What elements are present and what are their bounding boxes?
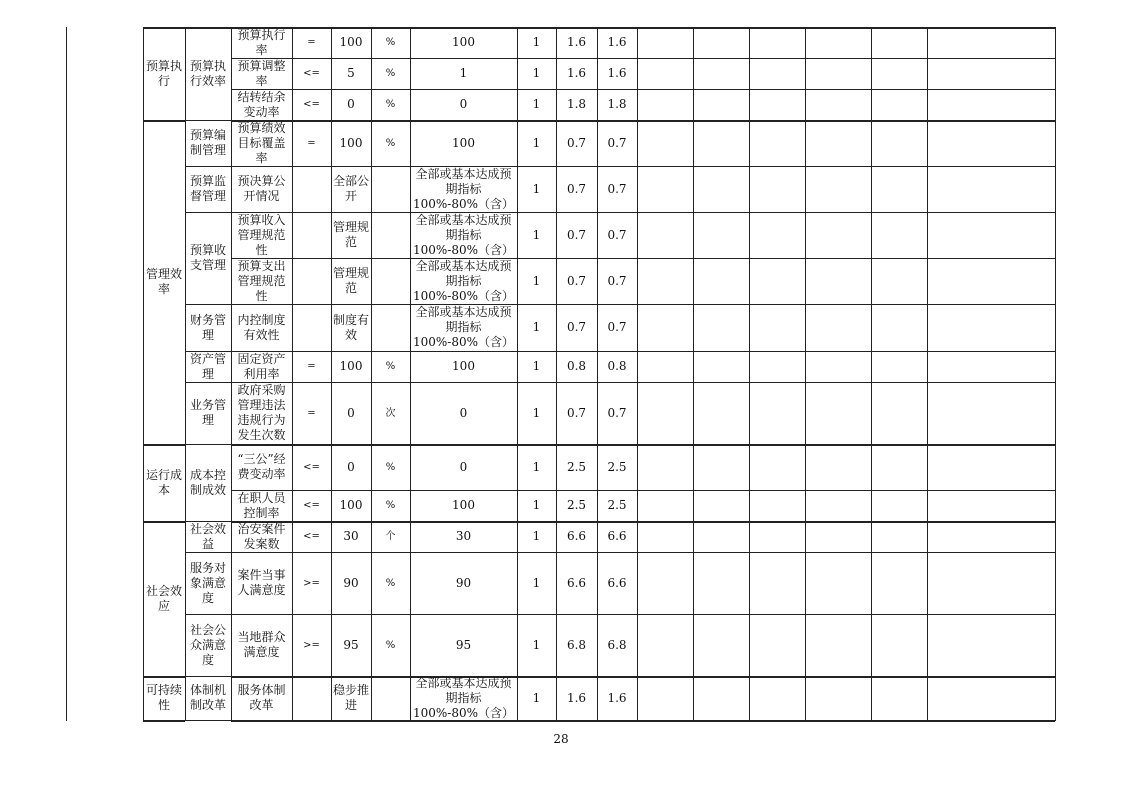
cell-actual-text: 100 <box>452 498 475 512</box>
level2-indicator-text: 成本控制成效 <box>189 467 226 497</box>
cell-score1 <box>556 490 597 521</box>
cell-score1 <box>556 676 597 720</box>
cell-actual <box>410 166 517 212</box>
cell-score1 <box>556 521 597 552</box>
cell-l3 <box>231 212 292 258</box>
level2-indicator <box>185 552 231 614</box>
cell-unit <box>371 676 410 720</box>
cell-score1 <box>556 552 597 614</box>
grid-vline <box>927 27 928 721</box>
cell-l3-text: 在职人员控制率 <box>237 490 286 520</box>
cell-score2-text: 1.6 <box>607 690 627 705</box>
cell-l3-text: 预决算公开情况 <box>237 174 286 203</box>
cell-l3 <box>231 351 292 382</box>
cell-score2 <box>597 351 637 382</box>
cell-score2 <box>597 382 637 444</box>
cell-sym-text: <= <box>303 531 320 542</box>
cell-score1 <box>556 304 597 351</box>
cell-sym <box>292 676 331 720</box>
cell-sym-text: = <box>307 137 316 149</box>
cell-unit-text: % <box>385 577 396 589</box>
cell-l3 <box>231 382 292 444</box>
cell-weight <box>517 351 556 382</box>
cell-unit-text: % <box>385 37 396 48</box>
grid-hline <box>185 720 231 721</box>
cell-sym <box>292 614 331 676</box>
level2-indicator-text: 社会效益 <box>189 521 226 551</box>
cell-actual <box>410 444 517 490</box>
cell-score1-text: 0.7 <box>566 135 587 150</box>
cell-score2-text: 0.7 <box>607 181 627 196</box>
cell-weight-text: 1 <box>532 135 541 150</box>
cell-score1 <box>556 27 597 58</box>
grid-vline <box>805 27 806 721</box>
cell-target <box>331 444 371 490</box>
cell-score1 <box>556 614 597 676</box>
cell-score1-text: 6.8 <box>566 637 587 652</box>
cell-weight-text: 1 <box>532 405 541 420</box>
cell-unit-text: % <box>385 99 396 110</box>
cell-target-text: 0 <box>347 405 355 420</box>
cell-score2-text: 2.5 <box>607 498 627 512</box>
cell-score1 <box>556 351 597 382</box>
cell-unit <box>371 552 410 614</box>
cell-sym <box>292 212 331 258</box>
level2-indicator-text: 预算执行效率 <box>189 58 226 88</box>
cell-score2 <box>597 552 637 614</box>
cell-unit <box>371 444 410 490</box>
level2-indicator <box>185 382 231 444</box>
cell-sym <box>292 490 331 521</box>
cell-unit <box>371 258 410 304</box>
cell-sym-text: >= <box>303 639 320 651</box>
cell-l3-text: 预算收入管理规范性 <box>237 212 286 257</box>
cell-score2 <box>597 27 637 58</box>
cell-sym <box>292 27 331 58</box>
cell-actual-text: 全部或基本达成预期指标 100%-80%（含） <box>412 676 515 720</box>
cell-target <box>331 521 371 552</box>
cell-sym-text: = <box>307 37 316 48</box>
cell-l3-text: 预算绩效目标覆盖率 <box>237 120 286 165</box>
cell-target <box>331 614 371 676</box>
cell-actual <box>410 351 517 382</box>
level2-indicator-text: 预算收支管理 <box>189 243 226 272</box>
cell-unit <box>371 614 410 676</box>
cell-l3-text: “三公”经费变动率 <box>237 452 286 481</box>
level1-indicator-text: 社会效应 <box>145 583 182 613</box>
cell-target <box>331 89 371 120</box>
cell-weight <box>517 212 556 258</box>
cell-actual <box>410 212 517 258</box>
cell-weight <box>517 304 556 351</box>
cell-score1 <box>556 89 597 120</box>
cell-actual <box>410 676 517 720</box>
level1-indicator <box>143 444 185 521</box>
grid-hline <box>231 720 1055 722</box>
cell-unit <box>371 120 410 166</box>
cell-weight-text: 1 <box>532 690 541 705</box>
cell-target <box>331 552 371 614</box>
cell-weight <box>517 676 556 720</box>
cell-score2 <box>597 490 637 521</box>
cell-actual <box>410 89 517 120</box>
cell-unit <box>371 89 410 120</box>
cell-l3 <box>231 676 292 720</box>
level2-indicator-text: 资产管理 <box>189 351 226 381</box>
cell-unit <box>371 58 410 89</box>
level2-indicator <box>185 351 231 382</box>
cell-actual <box>410 27 517 58</box>
cell-target-text: 管理规范 <box>333 266 370 295</box>
cell-score2-text: 1.6 <box>607 66 627 80</box>
cell-sym-text: = <box>307 407 316 419</box>
level2-indicator-text: 服务对象满意度 <box>189 560 226 605</box>
cell-l3-text: 当地群众满意度 <box>237 630 286 659</box>
cell-score2 <box>597 89 637 120</box>
cell-score1-text: 1.8 <box>566 97 587 111</box>
level2-indicator-text: 业务管理 <box>189 398 226 427</box>
cell-actual <box>410 120 517 166</box>
cell-actual <box>410 521 517 552</box>
cell-actual-text: 0 <box>459 97 468 111</box>
cell-weight <box>517 89 556 120</box>
cell-unit <box>371 382 410 444</box>
grid-vline <box>871 27 872 721</box>
level1-indicator-text: 管理效率 <box>145 267 182 296</box>
cell-actual <box>410 614 517 676</box>
level2-indicator <box>185 166 231 212</box>
cell-score1 <box>556 382 597 444</box>
cell-target-text: 0 <box>347 97 355 111</box>
cell-score1-text: 2.5 <box>566 459 587 474</box>
level1-indicator-text: 可持续性 <box>145 683 182 712</box>
cell-score2-text: 6.6 <box>607 575 627 590</box>
cell-target <box>331 27 371 58</box>
cell-unit-text: % <box>385 461 396 473</box>
grid-vline <box>749 27 750 721</box>
cell-score1 <box>556 166 597 212</box>
cell-actual-text: 全部或基本达成预期指标 100%-80%（含） <box>412 258 515 303</box>
cell-target <box>331 382 371 444</box>
cell-score2-text: 0.7 <box>607 227 627 242</box>
cell-actual <box>410 304 517 351</box>
cell-l3 <box>231 89 292 120</box>
cell-score2 <box>597 521 637 552</box>
cell-target-text: 稳步推进 <box>333 683 370 712</box>
level2-indicator <box>185 444 231 521</box>
cell-l3-text: 治安案件发案数 <box>237 521 286 551</box>
cell-target-text: 100 <box>339 498 363 512</box>
cell-sym-text: >= <box>303 577 320 589</box>
cell-target <box>331 304 371 351</box>
cell-score1-text: 0.7 <box>566 227 587 242</box>
cell-weight <box>517 120 556 166</box>
level2-indicator-text: 预算编制管理 <box>189 128 226 157</box>
level2-indicator <box>185 676 231 720</box>
level2-indicator <box>185 120 231 166</box>
cell-l3 <box>231 258 292 304</box>
cell-target-text: 制度有效 <box>333 312 370 342</box>
level1-indicator <box>143 27 185 120</box>
cell-target <box>331 166 371 212</box>
cell-score1-text: 1.6 <box>566 35 587 49</box>
cell-unit <box>371 490 410 521</box>
cell-score1-text: 1.6 <box>566 690 587 705</box>
cell-weight-text: 1 <box>532 35 541 49</box>
cell-score1-text: 0.8 <box>566 359 587 373</box>
cell-target-text: 100 <box>339 35 363 49</box>
level1-indicator <box>143 521 185 676</box>
cell-unit-text: 次 <box>385 407 396 419</box>
cell-unit <box>371 304 410 351</box>
cell-sym <box>292 552 331 614</box>
cell-unit <box>371 166 410 212</box>
grid-hline <box>143 720 185 722</box>
cell-actual-text: 0 <box>459 405 468 420</box>
level2-indicator <box>185 27 231 120</box>
cell-actual-text: 0 <box>459 459 468 474</box>
cell-score2 <box>597 304 637 351</box>
cell-sym-text: <= <box>303 500 320 511</box>
cell-score2 <box>597 212 637 258</box>
cell-l3 <box>231 120 292 166</box>
cell-actual-text: 1 <box>459 66 468 80</box>
cell-target-text: 95 <box>343 637 359 652</box>
level2-indicator <box>185 521 231 552</box>
cell-weight-text: 1 <box>532 529 541 543</box>
cell-l3-text: 案件当事人满意度 <box>237 568 286 597</box>
level2-indicator <box>185 304 231 351</box>
cell-sym-text: <= <box>303 68 320 79</box>
grid-vline <box>1055 27 1056 721</box>
cell-actual-text: 全部或基本达成预期指标 100%-80%（含） <box>412 212 515 257</box>
cell-sym-text: = <box>307 361 316 372</box>
cell-unit <box>371 27 410 58</box>
cell-target <box>331 490 371 521</box>
cell-l3-text: 预算支出管理规范性 <box>237 258 286 303</box>
level1-indicator <box>143 676 185 720</box>
cell-score1-text: 2.5 <box>566 498 587 512</box>
cell-sym <box>292 351 331 382</box>
level2-indicator <box>185 614 231 676</box>
cell-score1 <box>556 444 597 490</box>
cell-actual-text: 95 <box>455 637 472 652</box>
cell-unit-text: % <box>385 639 396 651</box>
cell-actual-text: 30 <box>455 529 472 543</box>
cell-score1-text: 6.6 <box>566 529 587 543</box>
cell-unit-text: % <box>385 68 396 79</box>
cell-unit <box>371 212 410 258</box>
grid-vline <box>637 27 638 721</box>
cell-unit-text: % <box>385 361 396 372</box>
grid-vline <box>693 27 694 721</box>
cell-l3 <box>231 58 292 89</box>
cell-sym-text: <= <box>303 99 320 110</box>
cell-weight-text: 1 <box>532 66 541 80</box>
cell-unit-text: % <box>385 137 396 149</box>
cell-target-text: 全部公开 <box>333 174 370 203</box>
cell-actual-text: 100 <box>452 359 475 373</box>
cell-score2-text: 0.8 <box>607 359 627 373</box>
cell-weight <box>517 58 556 89</box>
cell-l3-text: 预算调整率 <box>237 58 286 88</box>
cell-actual-text: 100 <box>452 135 475 150</box>
cell-sym <box>292 58 331 89</box>
cell-score2-text: 2.5 <box>607 459 627 474</box>
cell-target <box>331 212 371 258</box>
cell-score2 <box>597 614 637 676</box>
cell-actual <box>410 552 517 614</box>
cell-weight-text: 1 <box>532 359 541 373</box>
cell-score2 <box>597 120 637 166</box>
cell-weight-text: 1 <box>532 273 541 288</box>
cell-target-text: 5 <box>347 66 355 80</box>
cell-score1-text: 0.7 <box>566 181 587 196</box>
cell-score2-text: 6.8 <box>607 637 627 652</box>
level1-indicator-text: 预算执行 <box>145 58 182 88</box>
cell-l3 <box>231 521 292 552</box>
cell-target <box>331 676 371 720</box>
level2-indicator <box>185 212 231 304</box>
cell-target <box>331 351 371 382</box>
cell-l3 <box>231 614 292 676</box>
cell-weight-text: 1 <box>532 181 541 196</box>
cell-weight <box>517 382 556 444</box>
grid-vline <box>66 27 67 721</box>
cell-actual-text: 90 <box>455 575 472 590</box>
level2-indicator-text: 体制机制改革 <box>189 683 226 712</box>
cell-l3 <box>231 304 292 351</box>
cell-score1-text: 0.7 <box>566 273 587 288</box>
cell-sym <box>292 444 331 490</box>
cell-actual <box>410 58 517 89</box>
cell-actual <box>410 490 517 521</box>
cell-score2-text: 0.7 <box>607 273 627 288</box>
level2-indicator-text: 预算监督管理 <box>189 174 226 203</box>
cell-weight <box>517 166 556 212</box>
cell-actual-text: 100 <box>452 35 475 49</box>
cell-l3 <box>231 490 292 521</box>
cell-score2 <box>597 676 637 720</box>
cell-weight <box>517 552 556 614</box>
cell-weight-text: 1 <box>532 637 541 652</box>
cell-l3 <box>231 444 292 490</box>
level1-indicator-text: 运行成本 <box>145 467 182 497</box>
cell-weight <box>517 258 556 304</box>
cell-target-text: 100 <box>339 135 363 150</box>
cell-actual-text: 全部或基本达成预期指标 100%-80%（含） <box>412 305 515 349</box>
cell-score2 <box>597 58 637 89</box>
level1-indicator <box>143 120 185 444</box>
cell-score1-text: 0.7 <box>566 320 587 334</box>
cell-target-text: 管理规范 <box>333 220 370 249</box>
cell-actual <box>410 258 517 304</box>
cell-target <box>331 258 371 304</box>
cell-l3-text: 固定资产利用率 <box>237 351 286 381</box>
page-number: 28 <box>553 732 569 746</box>
cell-l3-text: 服务体制改革 <box>237 683 286 712</box>
cell-l3 <box>231 166 292 212</box>
cell-l3-text: 政府采购管理违法违规行为发生次数 <box>237 383 286 442</box>
cell-score2-text: 6.6 <box>607 529 627 543</box>
cell-weight-text: 1 <box>532 227 541 242</box>
cell-sym-text: <= <box>303 461 320 473</box>
cell-target-text: 0 <box>347 459 355 474</box>
cell-target-text: 100 <box>339 359 363 373</box>
cell-score2-text: 0.7 <box>607 405 627 420</box>
cell-weight-text: 1 <box>532 459 541 474</box>
cell-score1-text: 6.6 <box>566 575 587 590</box>
cell-score1-text: 0.7 <box>566 405 587 420</box>
cell-weight <box>517 614 556 676</box>
cell-actual-text: 全部或基本达成预期指标 100%-80%（含） <box>412 166 515 211</box>
cell-l3-text: 内控制度有效性 <box>237 312 286 342</box>
cell-score1 <box>556 58 597 89</box>
cell-target <box>331 120 371 166</box>
cell-target-text: 30 <box>343 529 359 543</box>
cell-score1 <box>556 120 597 166</box>
cell-weight-text: 1 <box>532 320 541 334</box>
cell-actual <box>410 382 517 444</box>
cell-l3 <box>231 552 292 614</box>
cell-score2-text: 0.7 <box>607 320 627 334</box>
cell-score2 <box>597 258 637 304</box>
cell-sym <box>292 258 331 304</box>
cell-score2 <box>597 166 637 212</box>
level2-indicator-text: 社会公众满意度 <box>189 622 226 667</box>
cell-sym <box>292 120 331 166</box>
cell-unit-text: 个 <box>385 531 396 542</box>
cell-sym <box>292 382 331 444</box>
cell-sym <box>292 521 331 552</box>
cell-sym <box>292 304 331 351</box>
cell-target <box>331 58 371 89</box>
level2-indicator-text: 财务管理 <box>189 312 226 342</box>
cell-l3-text: 预算执行率 <box>237 27 286 57</box>
cell-weight <box>517 521 556 552</box>
cell-weight <box>517 27 556 58</box>
cell-unit <box>371 521 410 552</box>
cell-score1-text: 1.6 <box>566 66 587 80</box>
cell-weight <box>517 444 556 490</box>
cell-score2 <box>597 444 637 490</box>
cell-score2-text: 1.6 <box>607 35 627 49</box>
cell-l3-text: 结转结余变动率 <box>237 89 286 119</box>
cell-weight <box>517 490 556 521</box>
cell-sym <box>292 89 331 120</box>
cell-l3 <box>231 27 292 58</box>
cell-unit-text: % <box>385 500 396 511</box>
cell-weight-text: 1 <box>532 97 541 111</box>
cell-score2-text: 1.8 <box>607 97 627 111</box>
cell-weight-text: 1 <box>532 498 541 512</box>
cell-score2-text: 0.7 <box>607 135 627 150</box>
cell-sym <box>292 166 331 212</box>
cell-score1 <box>556 212 597 258</box>
cell-weight-text: 1 <box>532 575 541 590</box>
cell-score1 <box>556 258 597 304</box>
cell-target-text: 90 <box>343 575 359 590</box>
cell-unit <box>371 351 410 382</box>
